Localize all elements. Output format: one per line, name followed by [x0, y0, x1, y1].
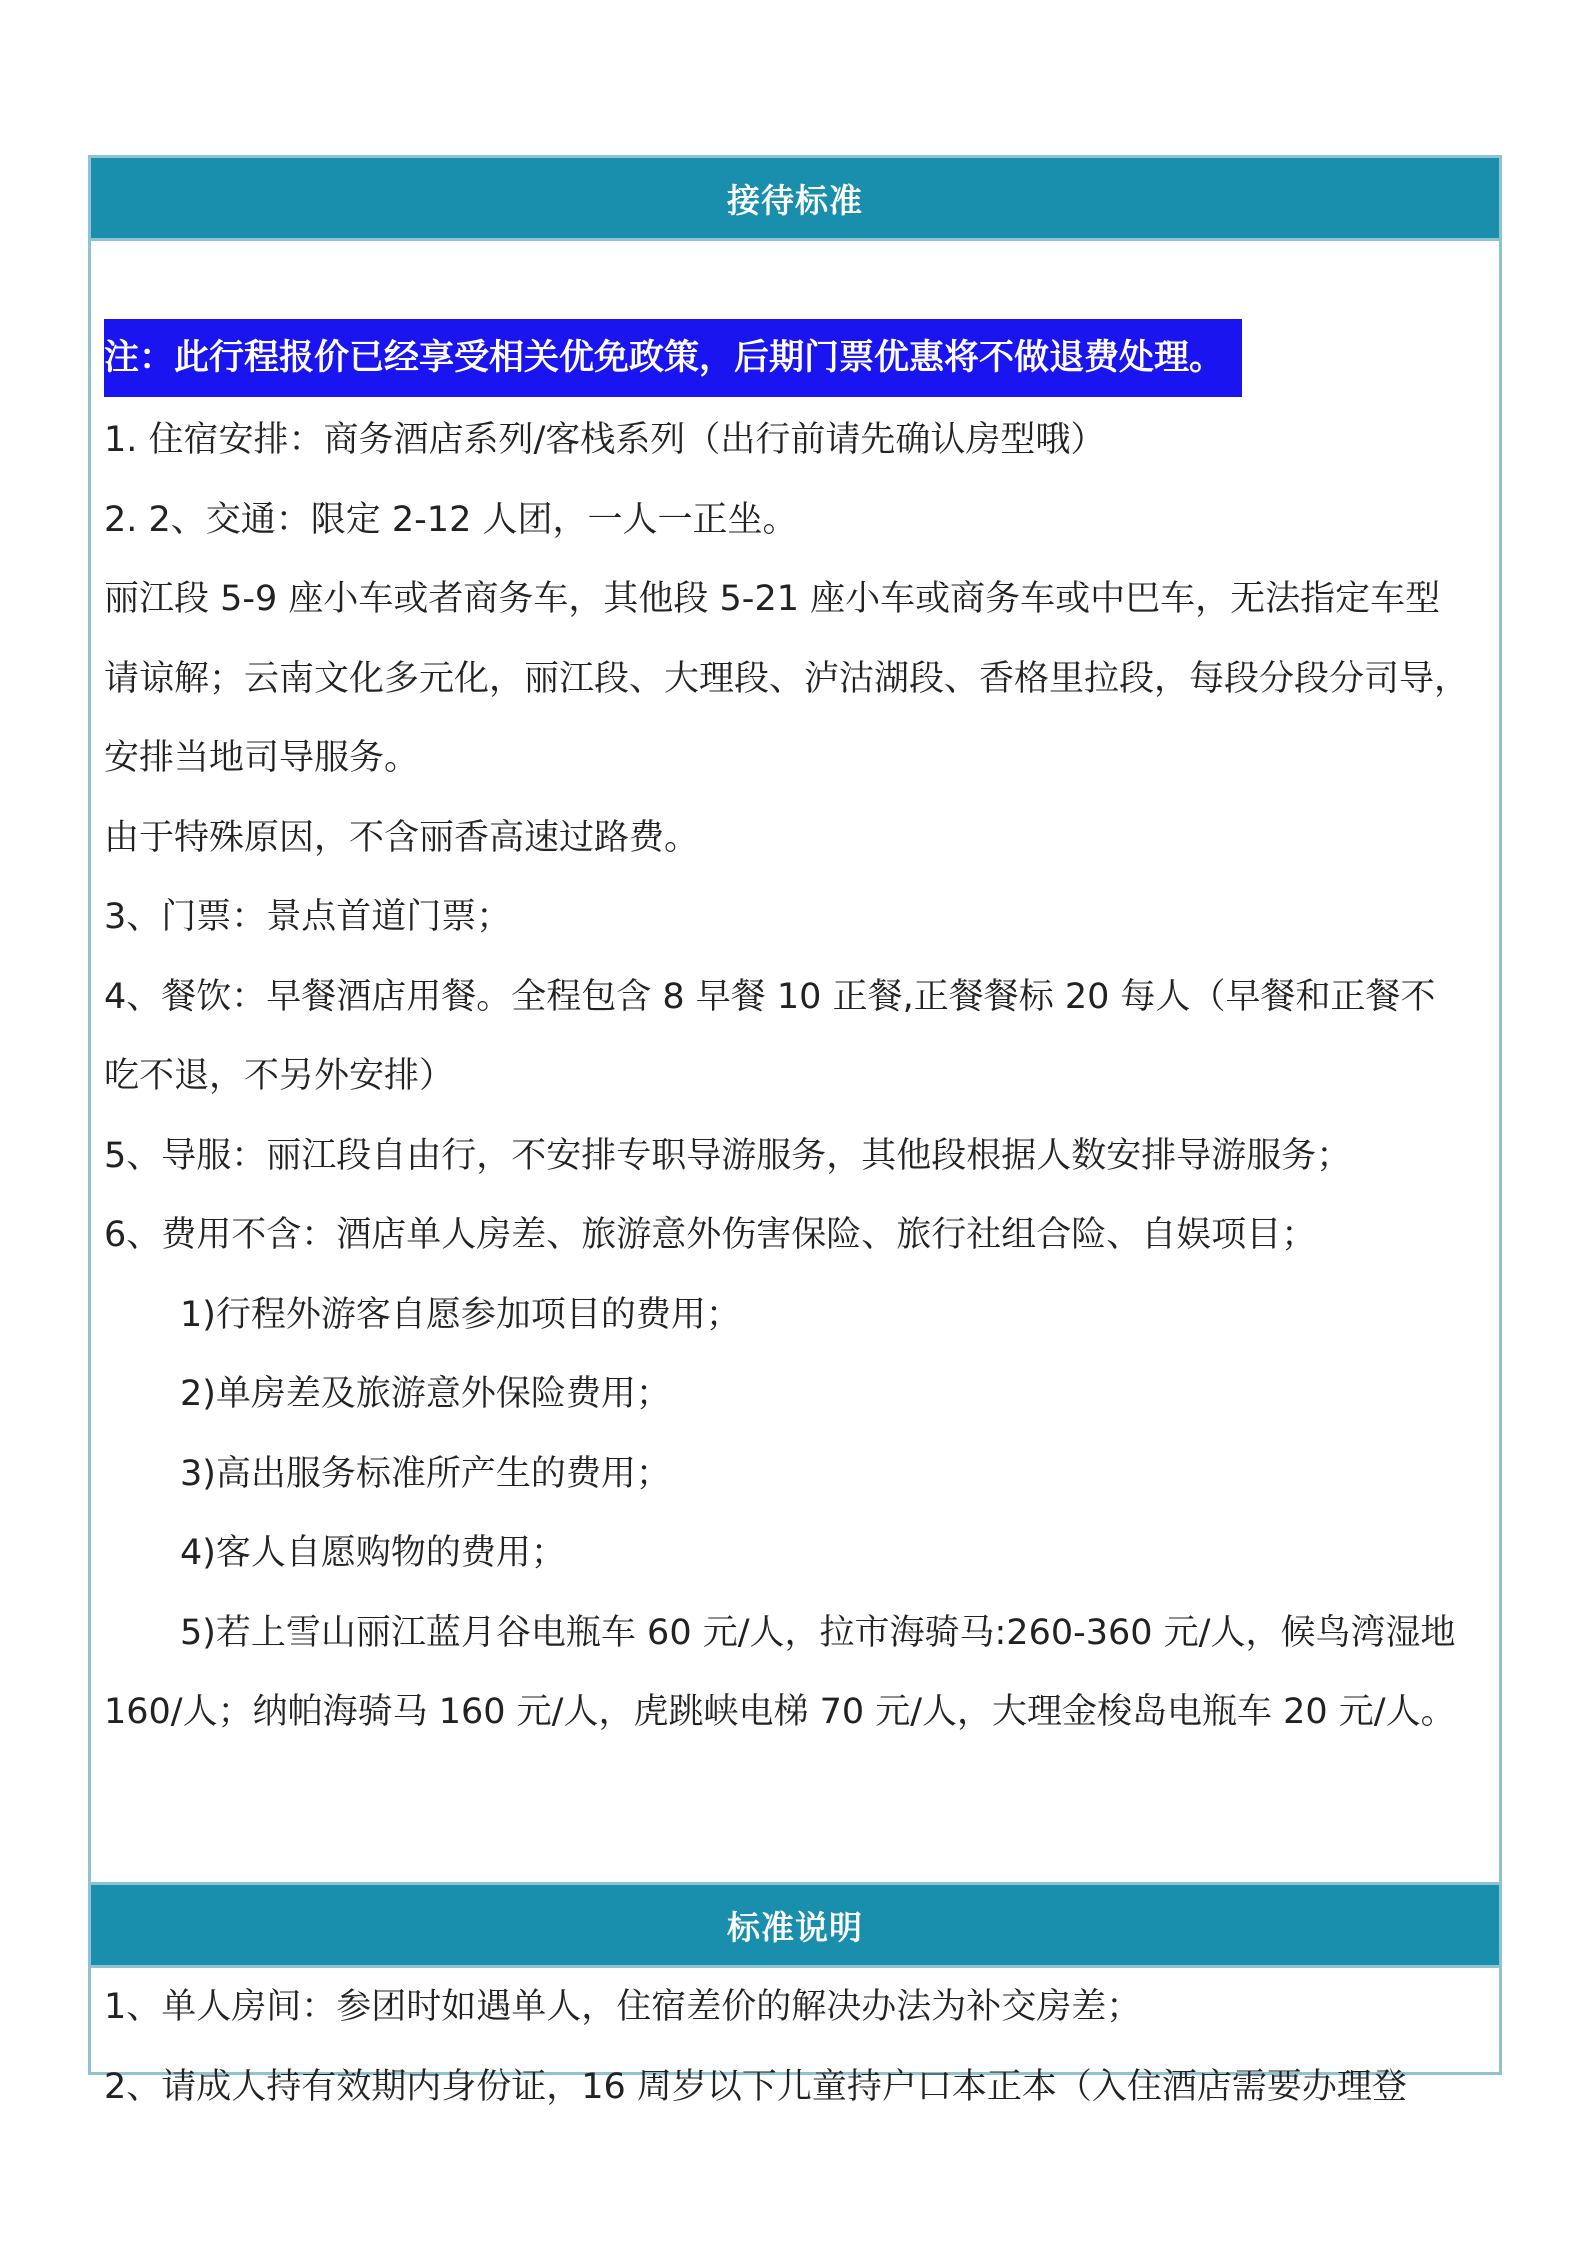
- transport-line: 2. 2、交通：限定 2-12 人团，一人一正坐。: [104, 499, 798, 540]
- exclusion-item-4: 4)客人自愿购物的费用；: [180, 1533, 566, 1573]
- section-title: 接待标准: [727, 180, 863, 220]
- section-title: 标准说明: [727, 1907, 863, 1947]
- meal-line-1: 4、餐饮：早餐酒店用餐。全程包含 8 早餐 10 正餐,正餐餐标 20 每人（早餐和正餐不: [104, 976, 1436, 1017]
- exclusion-item-5-continued: 160/人；纳帕海骑马 160 元/人，虎跳峡电梯 70 元/人，大理金梭岛电瓶车 20 元/人。: [104, 1692, 1456, 1732]
- section-header-standard-notes: [91, 1882, 1499, 1968]
- exclusion-item-5: 5)若上雪山丽江蓝月谷电瓶车 60 元/人，拉市海骑马:260-360 元/人，候鸟湾湿地: [180, 1612, 1456, 1653]
- exclusion-item-3: 3)高出服务标准所产生的费用；: [180, 1453, 671, 1494]
- exclusions-line: 6、费用不含：酒店单人房差、旅游意外伤害保险、旅行社组合险、自娱项目；: [104, 1215, 1317, 1255]
- guide-line: 5、导服：丽江段自由行，不安排专职导游服务，其他段根据人数安排导游服务；: [104, 1135, 1352, 1176]
- ticket-line: 3、门票：景点首道门票；: [104, 897, 512, 937]
- exclusion-item-1: 1)行程外游客自愿参加项目的费用；: [180, 1294, 741, 1335]
- discount-notice: 注：此行程报价已经享受相关优免政策，后期门票优惠将不做退费处理。: [104, 319, 1242, 397]
- notice-row: [104, 319, 1491, 401]
- standard-notes-body: [91, 1968, 1499, 2127]
- toll-line: 由于特殊原因，不含丽香高速过路费。: [104, 817, 700, 858]
- id-document-line: 2、请成人持有效期内身份证，16 周岁以下儿童持户口本正本（入住酒店需要办理登: [104, 2066, 1407, 2107]
- single-room-line: 1、单人房间：参团时如遇单人，住宿差价的解决办法为补交房差；: [104, 1987, 1142, 2027]
- exclusion-item-2: 2)单房差及旅游意外保险费用；: [180, 1374, 671, 1414]
- reception-standard-table: [88, 155, 1502, 2107]
- meal-line-2: 吃不退，不另外安排）: [104, 1056, 455, 1096]
- vehicle-line-1: 丽江段 5-9 座小车或者商务车，其他段 5-21 座小车或商务车或中巴车，无法指定车型: [104, 579, 1441, 619]
- section-header-reception-standard: [91, 158, 1499, 241]
- accommodation-line: 1. 住宿安排：商务酒店系列/客栈系列（出行前请先确认房型哦）: [104, 420, 1106, 460]
- vehicle-line-2: 请谅解；云南文化多元化，丽江段、大理段、泸沽湖段、香格里拉段，每段分段分司导，: [104, 658, 1470, 699]
- vehicle-line-3: 安排当地司导服务。: [104, 738, 420, 778]
- reception-standard-body: [91, 241, 1499, 1882]
